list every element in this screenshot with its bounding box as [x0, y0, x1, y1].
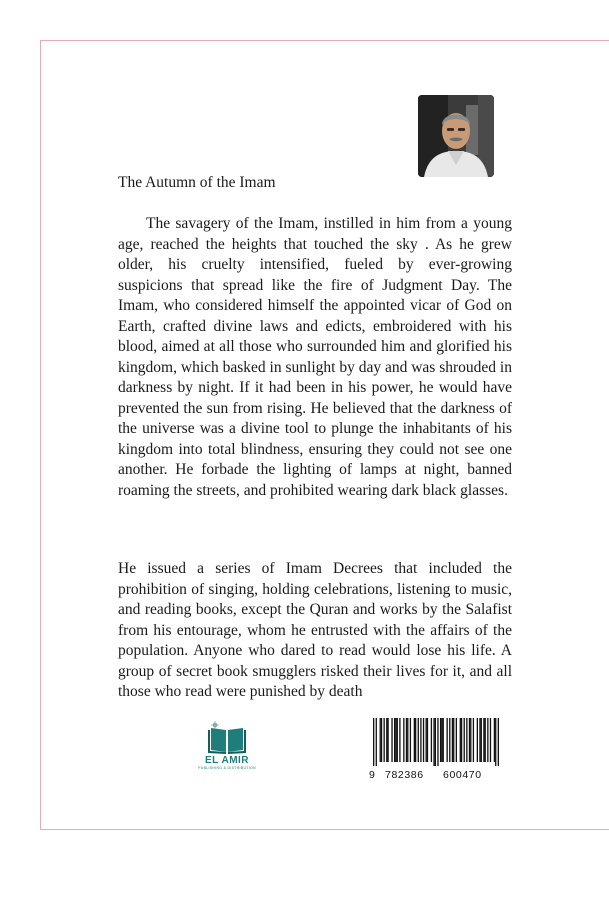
barcode-bar	[423, 718, 424, 762]
barcode-bar	[447, 718, 448, 762]
barcode-bar	[461, 718, 462, 762]
barcode-bar	[466, 718, 467, 762]
barcode-bar	[441, 718, 442, 762]
author-photo	[418, 95, 494, 177]
barcode-bar	[449, 718, 450, 762]
barcode-bar	[490, 718, 491, 762]
barcode-bar	[427, 718, 428, 762]
barcode-bar	[410, 718, 411, 762]
barcode-digits	[369, 769, 503, 783]
barcode-bar	[460, 718, 461, 762]
barcode-bar	[485, 718, 486, 762]
barcode-bar	[418, 718, 419, 762]
barcode-bar	[453, 718, 454, 762]
barcode-bar	[440, 718, 441, 762]
barcode-right-group: 600470	[443, 769, 482, 781]
barcode-bar	[470, 718, 471, 762]
barcode-bar	[437, 718, 438, 766]
barcode-bar	[397, 718, 398, 762]
barcode-bar	[415, 718, 416, 762]
barcode-bar	[473, 718, 474, 762]
barcode-bar	[481, 718, 482, 762]
open-book-icon	[207, 720, 247, 754]
barcode-bar	[386, 718, 387, 762]
barcode-first-digit: 9	[369, 769, 375, 781]
barcode-left-group: 782386	[385, 769, 424, 781]
barcode-bar	[426, 718, 427, 762]
barcode-bar	[395, 718, 396, 762]
barcode-bar	[406, 718, 407, 762]
barcode-bar	[435, 718, 436, 766]
barcode-bar	[380, 718, 381, 762]
barcode-bar	[477, 718, 478, 762]
barcode-bar	[487, 718, 488, 762]
barcode-bar	[394, 718, 395, 762]
blurb-paragraph-2: He issued a series of Imam Decrees that included the prohibition of singing, holding celebrations, listening to music, and reading books, except the Quran and works by the Salafist from his entourage, whom he entrusted with the affairs of the population. Anyone who dared to read would lose his life. A group of secret book smugglers risked their lives for it, and all those who read were punished by death	[118, 560, 512, 700]
barcode-bar	[387, 718, 388, 762]
barcode-bar	[443, 718, 444, 762]
barcode-bar	[391, 718, 392, 762]
barcode-bar	[494, 718, 495, 762]
barcode-bar	[431, 718, 432, 762]
publisher-name: EL AMIR	[204, 755, 250, 766]
publisher-tagline: PUBLISHING & DISTRIBUTION	[198, 766, 256, 770]
barcode-bar	[456, 718, 457, 762]
barcode-bar	[433, 718, 434, 766]
publisher-logo	[196, 720, 258, 776]
author-portrait-image	[418, 95, 494, 177]
barcode-bars	[373, 718, 499, 766]
barcode-bar	[452, 718, 453, 762]
book-title: The Autumn of the Imam	[118, 174, 276, 191]
barcode-bar	[403, 718, 404, 762]
barcode-bar	[495, 718, 496, 766]
barcode-bar	[479, 718, 480, 762]
barcode-bar	[376, 718, 377, 766]
blurb-paragraph-1: The savagery of the Imam, instilled in him from a young age, reached the heights that touched the sky . As he grew older, his cruelty intensified, fueled by ever-growing suspicions that spread like the fire of Judgment Day. The Imam, who considered himself the appointed vicar of God on Earth, crafted divine laws and edicts, embroidered with his blood, aimed at all those who surrounded him and glorified his kingdom, which basked in sunlight by day and was shrouded in darkness by night. If it had been in his power, he would have prevented the sun from rising. He believed that the darkness of the universe was a divine tool to plunge the inhabitants of his kingdom into total blindness, ensuring they could not see one another. He forbade the lighting of lamps at night, banned roaming the streets, and prohibited wearing dark black glasses.	[118, 215, 512, 499]
barcode-bar	[384, 718, 385, 762]
barcode-bar	[407, 718, 408, 762]
barcode-bar	[399, 718, 400, 762]
isbn-barcode	[369, 718, 503, 786]
barcode-bar	[420, 718, 421, 762]
barcode-bar	[414, 718, 415, 762]
barcode-bar	[373, 718, 374, 766]
barcode-bar	[469, 718, 470, 762]
barcode-bar	[498, 718, 499, 766]
barcode-bar	[483, 718, 484, 762]
barcode-bar	[464, 718, 465, 762]
barcode-bar	[381, 718, 382, 762]
